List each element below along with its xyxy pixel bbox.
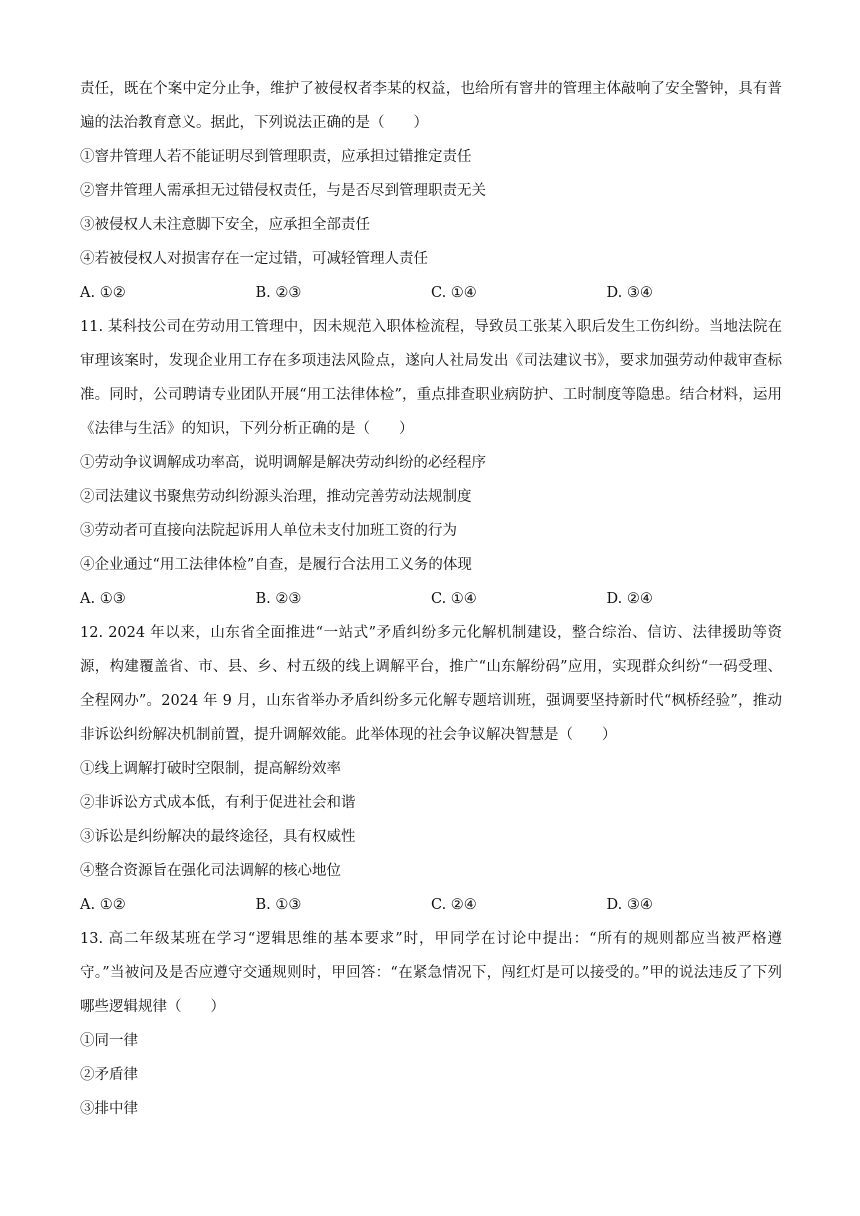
q11-statement-4: ④企业通过“用工法律体检”自查，是履行合法用工义务的体现 [80, 557, 472, 573]
q13-stem: 13. 高二年级某班在学习“逻辑思维的基本要求”时，甲同学在讨论中提出：“所有的规则都应当被严格遵守。”当被问及是否应遵守交通规则时，甲回答：“在紧急情况下，闯红灯是可以接受的。”甲的说法违反了下列哪些逻辑规律（ ） [80, 931, 782, 1015]
q10-statement-2: ②窨井管理人需承担无过错侵权责任，与是否尽到管理职责无关 [80, 183, 486, 199]
q10-stem: 责任，既在个案中定分止争，维护了被侵权者李某的权益，也给所有窨井的管理主体敲响了安全警钟，具有普遍的法治教育意义。据此，下列说法正确的是（ ） [80, 81, 782, 131]
q12-statement-1: ①线上调解打破时空限制，提高解纷效率 [80, 761, 341, 777]
q10-statement-4: ④若被侵权人对损害存在一定过错，可减轻管理人责任 [80, 251, 428, 267]
q10-option-c: C. ①④ [431, 285, 477, 301]
q12-option-d: D. ③④ [606, 897, 653, 913]
q13-statement-2: ②矛盾律 [80, 1067, 138, 1083]
q10-statement-1: ①窨井管理人若不能证明尽到管理职责，应承担过错推定责任 [80, 149, 472, 165]
q12-options [80, 888, 782, 922]
page-content [80, 72, 782, 1126]
q12-option-c: C. ②④ [431, 897, 477, 913]
q12-stem: 12. 2024 年以来，山东省全面推进“一站式”矛盾纠纷多元化解机制建设，整合综治、信访、法律援助等资源，构建覆盖省、市、县、乡、村五级的线上调解平台，推广“山东解纷码”应用，实现群众纠纷“一码受理、全程网办”。2024 年 9 月，山东省举办矛盾纠纷多元化解专题培训班，强调要坚持新时代“枫桥经验”，推动非诉讼纠纷解决机制前置，提升调解效能。此举体现的社会争议解决智慧是（ ） [80, 625, 782, 743]
q11-option-b: B. ②③ [255, 591, 302, 607]
q13-statement-1: ①同一律 [80, 1033, 138, 1049]
q11-statement-3: ③劳动者可直接向法院起诉用人单位未支付加班工资的行为 [80, 523, 457, 539]
q13-statement-3: ③排中律 [80, 1101, 138, 1117]
q12-statement-4: ④整合资源旨在强化司法调解的核心地位 [80, 863, 341, 879]
q12-statement-3: ③诉讼是纠纷解决的最终途径，具有权威性 [80, 829, 356, 845]
q10-statement-3: ③被侵权人未注意脚下安全，应承担全部责任 [80, 217, 370, 233]
q10-option-b: B. ②③ [255, 285, 302, 301]
q11-options [80, 582, 782, 616]
q11-option-d: D. ②④ [606, 591, 653, 607]
q11-option-c: C. ①④ [431, 591, 477, 607]
q11-option-a: A. ①③ [80, 591, 126, 607]
q10-options [80, 276, 782, 310]
q11-statement-2: ②司法建议书聚焦劳动纠纷源头治理，推动完善劳动法规制度 [80, 489, 472, 505]
q10-option-a: A. ①② [80, 285, 126, 301]
q12-statement-2: ②非诉讼方式成本低，有利于促进社会和谐 [80, 795, 356, 811]
q11-statement-1: ①劳动争议调解成功率高，说明调解是解决劳动纠纷的必经程序 [80, 455, 486, 471]
q10-option-d: D. ③④ [606, 285, 653, 301]
q11-stem: 11. 某科技公司在劳动用工管理中，因未规范入职体检流程，导致员工张某入职后发生工伤纠纷。当地法院在审理该案时，发现企业用工存在多项违法风险点，遂向人社局发出《司法建议书》，要求加强劳动仲裁审查标准。同时，公司聘请专业团队开展“用工法律体检”，重点排查职业病防护、工时制度等隐患。结合材料，运用《法律与生活》的知识，下列分析正确的是（ ） [80, 319, 782, 437]
q12-option-b: B. ①③ [255, 897, 302, 913]
q12-option-a: A. ①② [80, 897, 126, 913]
